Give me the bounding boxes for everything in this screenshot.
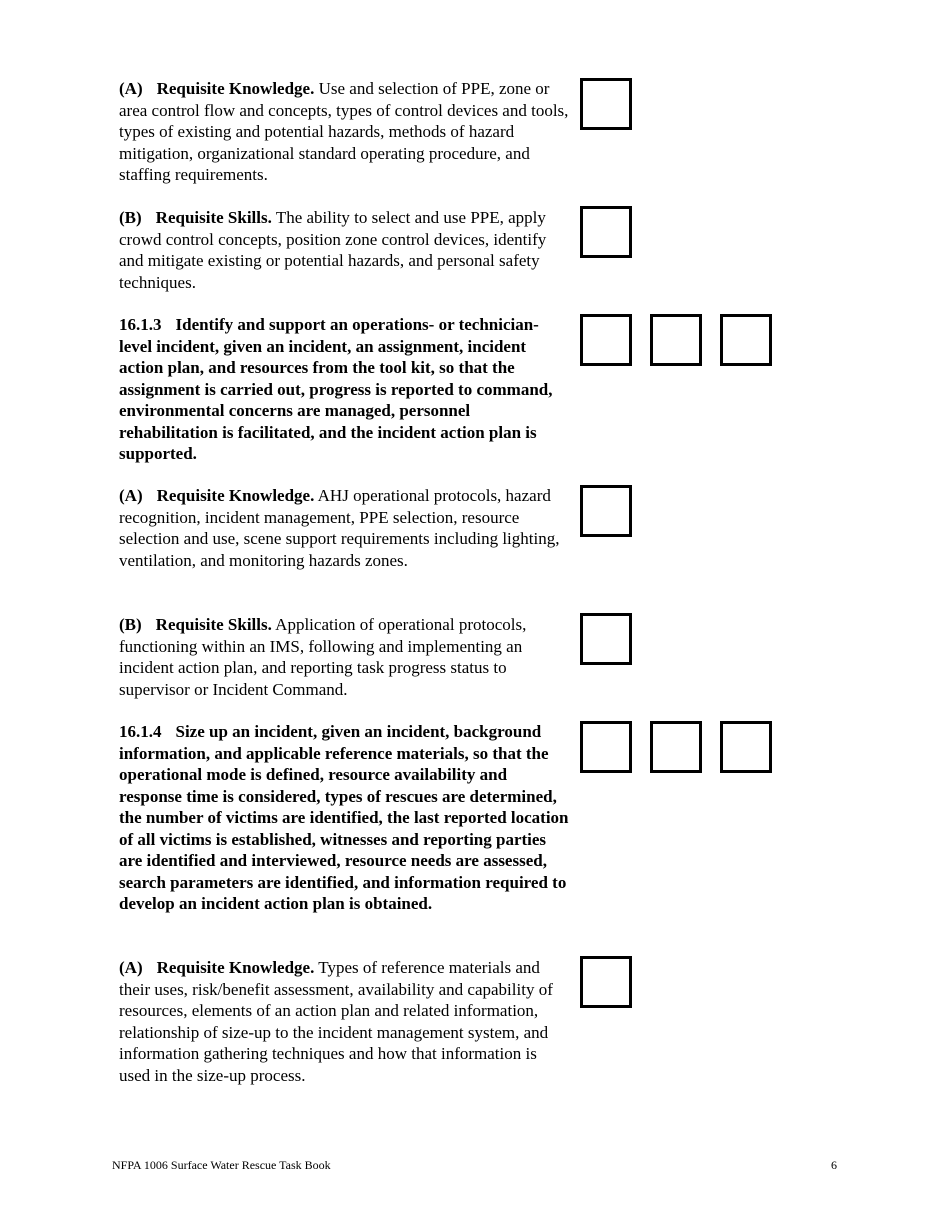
signoff-checkbox[interactable]: [580, 485, 632, 537]
jpr-16-1-3: [119, 314, 569, 465]
signoff-checkbox[interactable]: [580, 613, 632, 665]
section-label: (A): [119, 79, 143, 98]
section-text: Use and selection of PPE, zone or area control flow and concepts, types of control devices and tools, types of existing and potential hazards, methods of hazard mitigation, organizational standard operating procedure, and staffing requirements.: [119, 79, 569, 184]
jpr-number: 16.1.4: [119, 722, 162, 741]
section-requisite-skills-ppe: [119, 207, 569, 293]
jpr-number: 16.1.3: [119, 315, 162, 334]
section-requisite-knowledge-reference: [119, 957, 569, 1086]
section-label: (A): [119, 486, 143, 505]
section-heading: Requisite Skills.: [155, 208, 272, 227]
footer-page-number: 6: [831, 1158, 837, 1172]
section-heading: Requisite Skills.: [155, 615, 272, 634]
signoff-checkbox[interactable]: [580, 206, 632, 258]
signoff-checkbox-3[interactable]: [720, 721, 772, 773]
section-requisite-knowledge-ppe: [119, 78, 569, 186]
section-requisite-skills-protocols: [119, 614, 569, 700]
jpr-statement: Identify and support an operations- or technician-level incident, given an incident, an assignment, incident action plan, and resources from the tool kit, so that the assignment is carried out, progress is reported to command, environmental concerns are managed, personnel rehabilitation is facilitated, and the incident action plan is supported.: [119, 315, 553, 463]
signoff-checkbox-1[interactable]: [580, 721, 632, 773]
section-label: (B): [119, 615, 142, 634]
section-heading: Requisite Knowledge.: [156, 79, 315, 98]
signoff-checkbox[interactable]: [580, 78, 632, 130]
footer-title: NFPA 1006 Surface Water Rescue Task Book: [112, 1158, 331, 1172]
signoff-checkbox-2[interactable]: [650, 314, 702, 366]
section-text: AHJ operational protocols, hazard recognition, incident management, PPE selection, resource selection and use, scene support requirements including lighting, ventilation, and monitoring hazards zones.: [119, 486, 560, 570]
section-heading: Requisite Knowledge.: [156, 486, 315, 505]
jpr-16-1-4: [119, 721, 569, 915]
section-requisite-knowledge-ahj: [119, 485, 569, 571]
signoff-checkbox-3[interactable]: [720, 314, 772, 366]
signoff-checkbox[interactable]: [580, 956, 632, 1008]
signoff-checkbox-1[interactable]: [580, 314, 632, 366]
section-heading: Requisite Knowledge.: [156, 958, 315, 977]
section-label: (B): [119, 208, 142, 227]
section-label: (A): [119, 958, 143, 977]
jpr-statement: Size up an incident, given an incident, background information, and applicable reference materials, so that the operational mode is defined, resource availability and response time is considered, types of rescues are determined, the number of victims are identified, the last reported location of all victims is established, witnesses and reporting parties are identified and interviewed, resource needs are assessed, search parameters are identified, and information required to develop an incident action plan is obtained.: [119, 722, 569, 913]
signoff-checkbox-2[interactable]: [650, 721, 702, 773]
section-text: The ability to select and use PPE, apply crowd control concepts, position zone control devices, identify and mitigate existing or potential hazards, and personal safety techniques.: [119, 208, 547, 292]
section-text: Application of operational protocols, functioning within an IMS, following and implementing an incident action plan, and reporting task progress status to supervisor or Incident Command.: [119, 615, 527, 699]
section-text: Types of reference materials and their uses, risk/benefit assessment, availability and capability of resources, elements of an action plan and related information, relationship of size-up to the incident management system, and information gathering techniques and how that information is used in the size-up process.: [119, 958, 553, 1085]
